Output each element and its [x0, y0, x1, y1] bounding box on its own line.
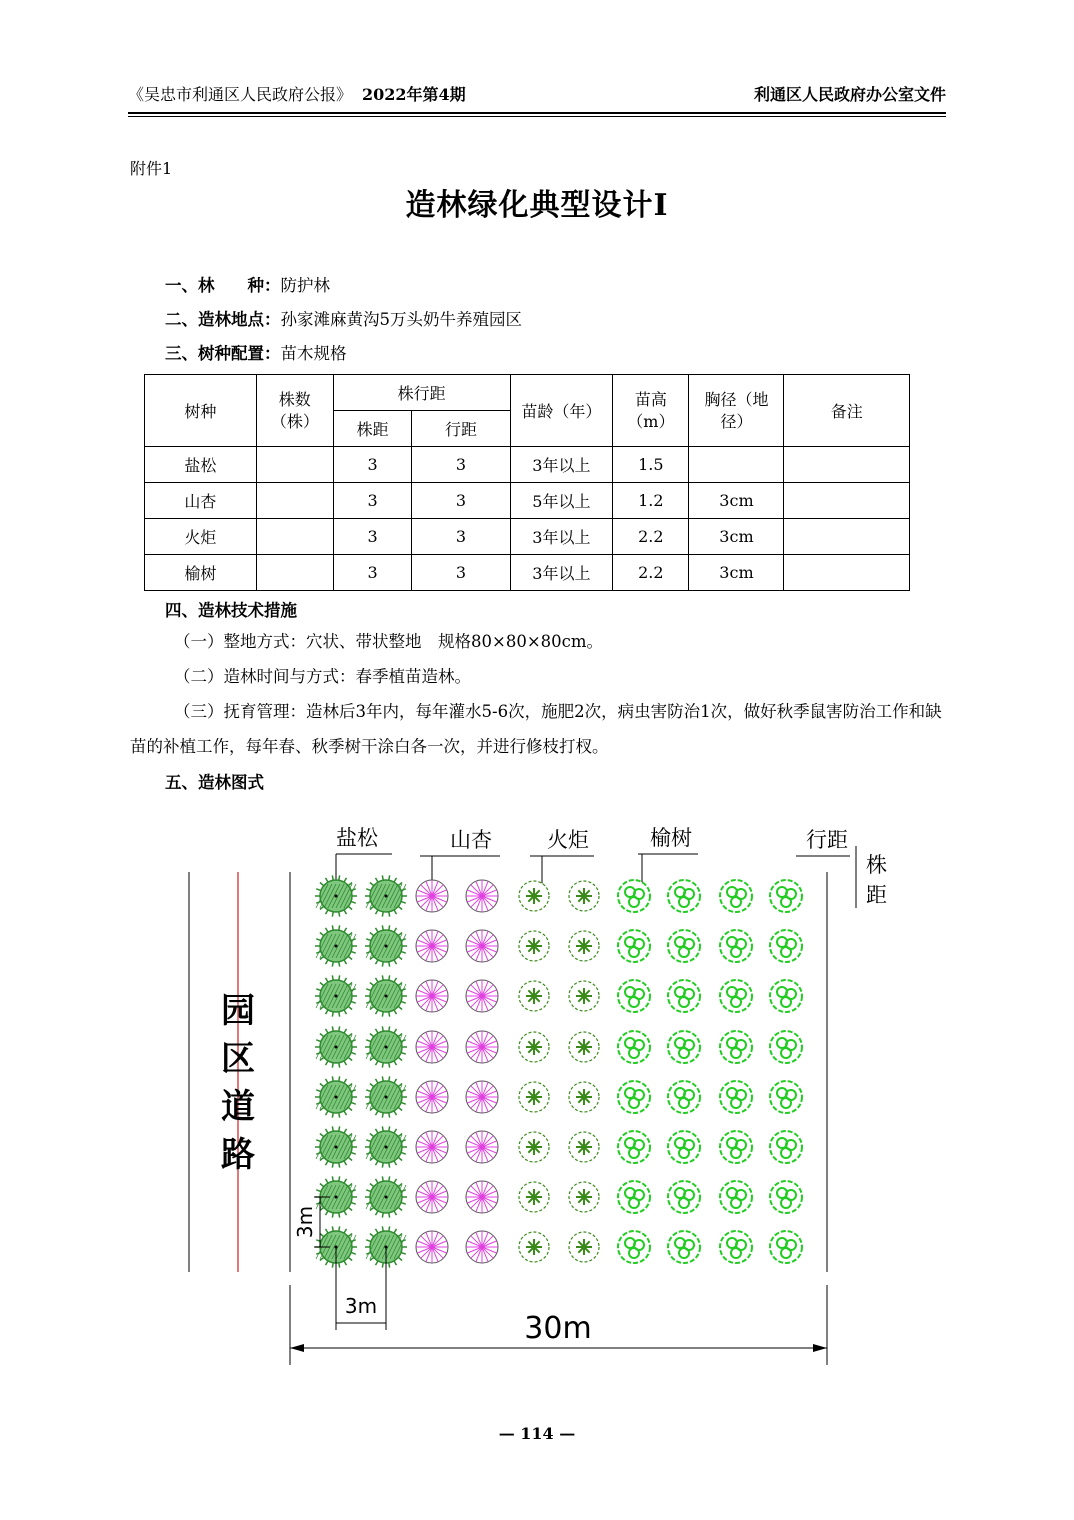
tree-sumac-icon: [569, 1182, 599, 1212]
tree-elm-icon: [720, 1131, 752, 1163]
cell-height: 2.2: [613, 555, 689, 591]
cell-plant-spacing: 3: [333, 483, 412, 519]
tree-pine-icon: [365, 1176, 407, 1217]
tree-sumac-icon: [569, 1232, 599, 1262]
item-site: [165, 306, 522, 330]
cell-plant-spacing: 3: [333, 519, 412, 555]
cell-diameter: 3cm: [689, 519, 784, 555]
table-row: [145, 555, 910, 591]
tree-sumac-icon: [569, 1032, 599, 1062]
tree-sumac-icon: [519, 1232, 549, 1262]
tree-apricot-icon: [416, 880, 448, 912]
tree-pine-icon: [365, 875, 407, 916]
tree-sumac-icon: [519, 981, 549, 1011]
tree-grid: [315, 875, 802, 1267]
th-remark: 备注: [784, 375, 910, 447]
tree-pine-icon: [315, 1126, 357, 1167]
table-row: [145, 483, 910, 519]
table-row: [145, 519, 910, 555]
item-species-label: 一、林 种：: [165, 276, 281, 295]
page-title: 造林绿化典型设计Ⅰ: [405, 188, 669, 223]
item-config: [165, 340, 347, 364]
tree-elm-icon: [770, 1231, 802, 1263]
tree-pine-icon: [315, 925, 357, 966]
tree-elm-icon: [720, 1081, 752, 1113]
tree-apricot-icon: [416, 1181, 448, 1213]
measures-p3: （三）抚育管理：造林后3年内，每年灌水5-6次，施肥2次，病虫害防治1次，做好秋季鼠害防治工作和缺苗的补植工作，每年春、秋季树干涂白各一次，并进行修枝打杈。: [130, 702, 942, 756]
label-plant-spacing-1: 株: [866, 853, 887, 877]
tree-sumac-icon: [569, 881, 599, 911]
header-left: [128, 82, 466, 105]
label-pine: 盐松: [336, 826, 378, 850]
tree-pine-icon: [315, 975, 357, 1016]
tree-elm-icon: [618, 1031, 650, 1063]
dim-30m: 30m: [524, 1311, 592, 1346]
tree-apricot-icon: [466, 1031, 498, 1063]
issue-number: 2022年第4期: [362, 85, 466, 104]
planting-diagram: [170, 810, 910, 1380]
tree-pine-icon: [365, 1076, 407, 1117]
tree-sumac-icon: [519, 881, 549, 911]
road-label-3: 道: [221, 1087, 255, 1127]
cell-age: 5年以上: [510, 483, 613, 519]
running-header: [128, 78, 946, 114]
tree-sumac-icon: [569, 931, 599, 961]
item-species: [165, 272, 330, 296]
label-row-spacing: 行距: [806, 828, 848, 852]
road-label-2: 区: [221, 1039, 255, 1079]
dim-30m-arrow-left: [290, 1344, 304, 1352]
tree-pine-icon: [365, 925, 407, 966]
th-row-spacing: 行距: [412, 411, 510, 447]
dim-30m-arrow-right: [813, 1344, 827, 1352]
cell-remark: [784, 519, 910, 555]
tree-elm-icon: [668, 1031, 700, 1063]
tree-apricot-icon: [466, 980, 498, 1012]
cell-count: [256, 555, 333, 591]
page-number: — 114 —: [498, 1424, 576, 1443]
journal-name: 《吴忠市利通区人民政府公报》: [128, 85, 353, 104]
tree-elm-icon: [668, 1081, 700, 1113]
seedling-spec-table: [144, 374, 910, 591]
label-plant-spacing-2: 距: [866, 883, 887, 907]
tree-sumac-icon: [519, 1032, 549, 1062]
cell-count: [256, 483, 333, 519]
tree-elm-icon: [770, 930, 802, 962]
tree-pine-icon: [365, 975, 407, 1016]
th-count: 株数（株）: [256, 375, 333, 447]
tree-apricot-icon: [466, 1231, 498, 1263]
tree-elm-icon: [770, 1081, 802, 1113]
cell-row-spacing: 3: [412, 483, 510, 519]
cell-height: 2.2: [613, 519, 689, 555]
tree-apricot-icon: [466, 1181, 498, 1213]
tree-apricot-icon: [466, 930, 498, 962]
label-elm: 榆树: [650, 826, 692, 850]
tree-elm-icon: [720, 1231, 752, 1263]
cell-row-spacing: 3: [412, 555, 510, 591]
tree-elm-icon: [668, 980, 700, 1012]
attachment-label: 附件1: [130, 159, 173, 178]
tree-elm-icon: [668, 1131, 700, 1163]
tree-sumac-icon: [519, 931, 549, 961]
tree-elm-icon: [668, 930, 700, 962]
tree-apricot-icon: [416, 1231, 448, 1263]
road-label-1: 园: [221, 991, 255, 1031]
tree-pine-icon: [315, 1076, 357, 1117]
tree-sumac-icon: [569, 1132, 599, 1162]
th-spacing: 株行距: [333, 375, 510, 411]
cell-height: 1.5: [613, 447, 689, 483]
cell-diameter: [689, 447, 784, 483]
cell-height: 1.2: [613, 483, 689, 519]
tree-apricot-icon: [416, 980, 448, 1012]
tree-elm-icon: [770, 1181, 802, 1213]
item-species-value: 防护林: [280, 276, 330, 295]
tree-elm-icon: [618, 980, 650, 1012]
tree-elm-icon: [668, 1231, 700, 1263]
diagram-heading-text: 五、造林图式: [165, 773, 264, 792]
tree-pine-icon: [365, 1126, 407, 1167]
tree-sumac-icon: [569, 1082, 599, 1112]
tree-sumac-icon: [519, 1182, 549, 1212]
dim-3m-vertical: 3m: [293, 1205, 317, 1239]
th-species: 树种: [145, 375, 257, 447]
tree-pine-icon: [315, 1026, 357, 1067]
cell-diameter: 3cm: [689, 483, 784, 519]
tree-elm-icon: [720, 880, 752, 912]
measures-p2: （二）造林时间与方式：春季植苗造林。: [174, 667, 471, 686]
measures-p1: （一）整地方式：穴状、带状整地 规格80×80×80cm。: [174, 632, 604, 651]
tree-elm-icon: [720, 1031, 752, 1063]
tree-elm-icon: [770, 980, 802, 1012]
cell-species: 山杏: [145, 483, 257, 519]
tree-apricot-icon: [416, 930, 448, 962]
cell-species: 榆树: [145, 555, 257, 591]
tree-sumac-icon: [519, 1082, 549, 1112]
diagram-heading: [165, 769, 264, 793]
tree-elm-icon: [770, 880, 802, 912]
cell-species: 火炬: [145, 519, 257, 555]
cell-diameter: 3cm: [689, 555, 784, 591]
item-config-value: 苗木规格: [280, 344, 347, 363]
cell-age: 3年以上: [510, 447, 613, 483]
tree-apricot-icon: [416, 1081, 448, 1113]
th-age: 苗龄（年）: [510, 375, 613, 447]
cell-row-spacing: 3: [412, 519, 510, 555]
tree-elm-icon: [618, 1231, 650, 1263]
tree-elm-icon: [618, 1131, 650, 1163]
label-sumac: 火炬: [547, 828, 589, 852]
item-config-label: 三、树种配置：: [165, 344, 281, 363]
tree-elm-icon: [720, 980, 752, 1012]
tree-pine-icon: [365, 1026, 407, 1067]
tree-apricot-icon: [416, 1031, 448, 1063]
cell-plant-spacing: 3: [333, 555, 412, 591]
cell-age: 3年以上: [510, 555, 613, 591]
tree-elm-icon: [770, 1031, 802, 1063]
cell-count: [256, 447, 333, 483]
cell-plant-spacing: 3: [333, 447, 412, 483]
tree-apricot-icon: [466, 1081, 498, 1113]
cell-remark: [784, 483, 910, 519]
road-label-4: 路: [221, 1135, 255, 1175]
tree-elm-icon: [668, 880, 700, 912]
cell-age: 3年以上: [510, 519, 613, 555]
cell-remark: [784, 447, 910, 483]
tree-sumac-icon: [519, 1132, 549, 1162]
tree-apricot-icon: [416, 1131, 448, 1163]
measures-heading: [165, 597, 297, 621]
tree-apricot-icon: [466, 880, 498, 912]
th-diameter: 胸径（地径）: [689, 375, 784, 447]
tree-sumac-icon: [569, 981, 599, 1011]
measures-heading-text: 四、造林技术措施: [165, 601, 297, 620]
label-apricot: 山杏: [450, 828, 492, 852]
cell-row-spacing: 3: [412, 447, 510, 483]
tree-elm-icon: [720, 1181, 752, 1213]
tree-apricot-icon: [466, 1131, 498, 1163]
table-row: [145, 447, 910, 483]
dim-3m-horizontal: 3m: [344, 1294, 378, 1318]
tree-elm-icon: [668, 1181, 700, 1213]
th-height: 苗高（m）: [613, 375, 689, 447]
th-plant-spacing: 株距: [333, 411, 412, 447]
tree-elm-icon: [618, 1181, 650, 1213]
tree-elm-icon: [618, 880, 650, 912]
item-site-value: 孙家滩麻黄沟5万头奶牛养殖园区: [280, 310, 522, 329]
tree-elm-icon: [618, 930, 650, 962]
header-office: 利通区人民政府办公室文件: [753, 85, 946, 104]
cell-count: [256, 519, 333, 555]
item-site-label: 二、造林地点：: [165, 310, 281, 329]
tree-elm-icon: [770, 1131, 802, 1163]
tree-pine-icon: [315, 875, 357, 916]
cell-species: 盐松: [145, 447, 257, 483]
tree-elm-icon: [720, 930, 752, 962]
cell-remark: [784, 555, 910, 591]
tree-elm-icon: [618, 1081, 650, 1113]
